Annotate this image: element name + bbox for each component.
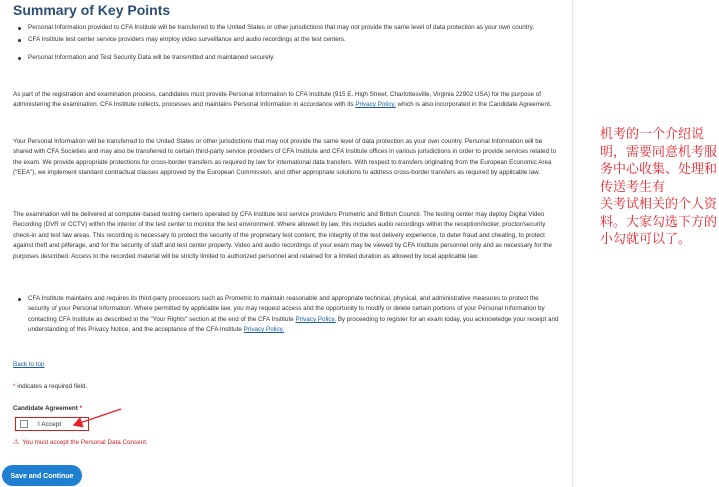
required-note-text: indicates a required field. xyxy=(15,383,88,390)
list-item-text: By proceeding to register for an exam today, you acknowledge your receipt and understanding of this Privacy Notice, and the acceptance of the CFA Institute xyxy=(28,315,559,334)
page-title: Summary of Key Points xyxy=(13,2,171,18)
list-item: Personal Information provided to CFA Institute will be transferred to the United States or other jurisdictions that may not provide the same level of data protection as your own country. xyxy=(13,23,561,33)
required-star: * xyxy=(13,383,16,390)
error-text: You must accept the Personal Data Consent. xyxy=(22,439,148,446)
privacy-policy-link[interactable]: Privacy Policy, xyxy=(355,101,396,109)
privacy-policy-link[interactable]: Privacy Policy. xyxy=(243,326,285,334)
warning-icon: ⚠ xyxy=(13,439,20,446)
list-item-text: CFA Institute maintains and requires its third-party processors such as Prometric to maintain reasonable and appropriate technical, physical, and administrative measures to protect the security of your Personal Information. Where permitted by applicable law, you may request access and the opportunity to modify or delete certain portions of your Personal Information by contacting CFA Institute as described in the "Your Rights" section at the end of the CFA Institute xyxy=(28,295,545,323)
list-item: CFA Institute test center service providers may employ video surveillance and audio recordings at the test centers. xyxy=(13,35,561,45)
annotation-note: 机考的一个介绍说明，需要同意机考服务中心收集、处理和传送考生有 关考试相关的个人资料。大家勾选下方的小勾就可以了。 xyxy=(600,127,718,247)
list-item: Personal Information and Test Security Data will be transmitted and maintained securely. xyxy=(13,53,561,63)
paragraph-transfer: Your Personal Information will be transferred to the United States or other jurisdictions that may not provide the same level of data protection as your own country. Personal Information will be shared with CFA Societies and may also be transferred to certain third-party service providers of CFA Institute and CFA Institute offices in various jurisdictions in order to provide services related to the exam. We provide appropriate protections for cross-border transfers as required by law for international data transfers. With respect to transfers originating from the European Economic Area ("EEA"), we implement standard contractual clauses approved by the European Commission, and other appropriate solutions to address cross-border transfers as required by applicable law. xyxy=(13,138,557,177)
back-to-top-link[interactable]: Back to top xyxy=(13,361,45,368)
candidate-agreement-text: Candidate Agreement xyxy=(13,405,78,412)
paragraph-text: As part of the registration and examination process, candidates must provide Personal Information to CFA Institute (915 E. High Street, Charlottesville, Virginia 22902 USA) for the purpose of administering the examination. CFA Institute collects, processes and maintains Personal Information in accordance with its xyxy=(13,91,542,109)
paragraph-testing-center: The examination will be delivered at computer-based testing centers operated by CFA Institute test service providers Prometric and British Council. The testing center may deploy Digital Video Recording (DVR or CCTV) within the interior of the test center to monitor the test environment. Where allowed by law, this includes audio recordings within the reception/locker, proctor/security check-in and test law areas. This recording is necessary to protect the security of the proprietary test content, the integrity of the test delivery experience, to deter fraud and cheating, to protect against theft and pilferage, and for the security of staff and test center property. Video and audio recordings of your exam may be viewed by CFA Institute personnel only and as necessary for the purposes described. Access to the recorded material will be strictly limited to authorized personnel and retained for a limited duration as allowed by local applicable law. xyxy=(13,211,553,260)
accept-checkbox-label[interactable]: I Accept xyxy=(38,421,62,428)
required-star: * xyxy=(79,405,83,412)
privacy-policy-link[interactable]: Privacy Policy. xyxy=(295,315,336,323)
save-and-continue-button[interactable]: Save and Continue xyxy=(2,465,82,486)
paragraph-text: which is also incorporated in the Candidate Agreement. xyxy=(395,101,552,109)
